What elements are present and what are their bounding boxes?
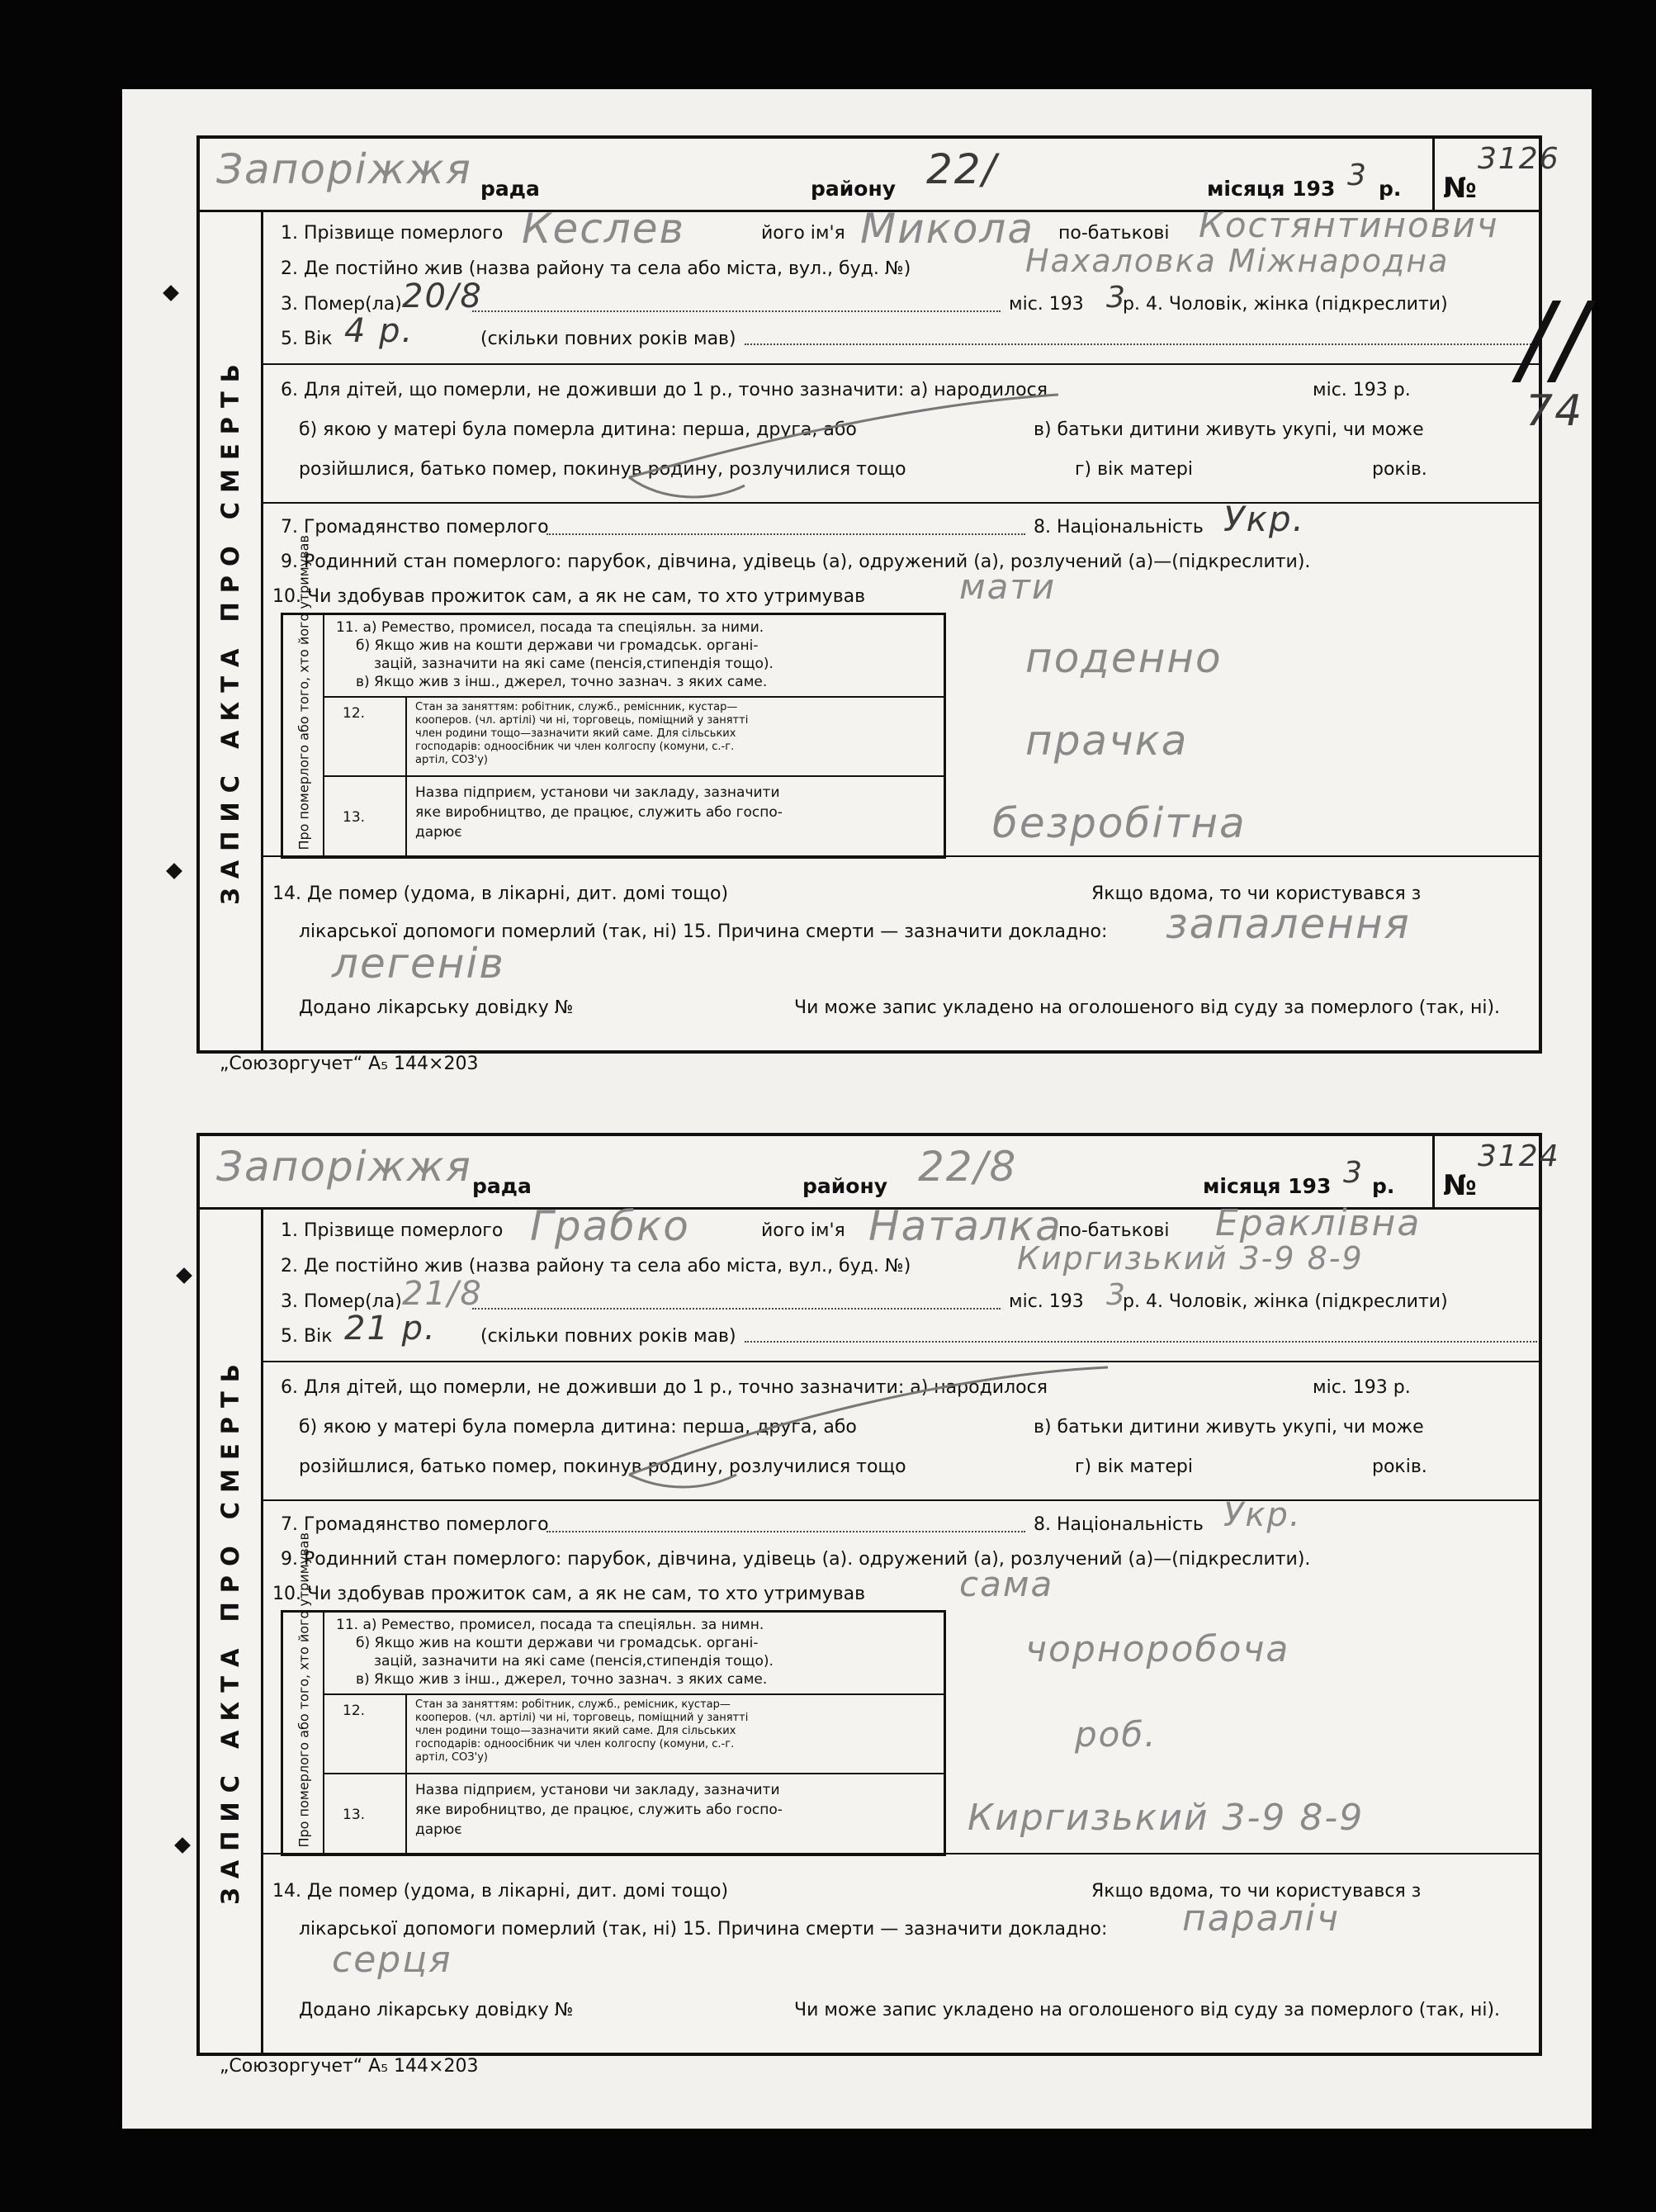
form-2-footer: „Союзоргучет“ А₅ 144×203 <box>220 2056 479 2077</box>
form-1-footer: „Союзоргучет“ А₅ 144×203 <box>220 1054 479 1074</box>
row-12-text-2: кооперов. (чл. артілі) чи ні, торговець, поміщний у занятті <box>415 1712 749 1724</box>
row-9-marital-label: 9. Родинний стан померлого: парубок, дівчина, удівець (а), одружений (а), розлучений (а)—(підкреслити). <box>281 552 1311 572</box>
hw-death-date: 20/8 <box>402 277 483 315</box>
number-sign: № <box>1443 1169 1477 1202</box>
hw-supported-by: сама <box>959 1564 1054 1604</box>
row-16-court-label: Чи може запис укладено на оголошеного від суду за померлого (так, ні). <box>794 997 1501 1018</box>
number-sign: № <box>1443 172 1477 205</box>
side-title: ЗАПИС АКТА ПРО СМЕРТЬ <box>216 1355 244 1905</box>
binding-hole-mark <box>176 1267 192 1284</box>
row-8-nationality-label: 8. Національність <box>1034 1514 1204 1535</box>
row-12-text-3: член родини тощо—зазначити який саме. Для сільських <box>415 1725 736 1737</box>
row-15-cause-label: лікарської допомоги померлий (так, ні) 15. Причина смерти — зазначити докладно: <box>299 921 1108 942</box>
hw-patronymic: Костянтинович <box>1199 205 1499 245</box>
margin-mark: // <box>1519 282 1589 397</box>
handwritten-year: 3 <box>1347 159 1368 192</box>
row-1-name-label: його ім'я <box>761 223 845 244</box>
row-1-name-label: його ім'я <box>761 1220 845 1241</box>
hw-surname: Кеслев <box>522 205 685 253</box>
row-6b-label: б) якою у матері була померла дитина: перша, друга, або <box>299 1417 857 1438</box>
side-title: ЗАПИС АКТА ПРО СМЕРТЬ <box>216 355 244 905</box>
raion-label: району <box>802 1174 888 1198</box>
section-divider <box>261 363 1539 365</box>
row-16-certificate-label: Додано лікарську довідку № <box>299 997 574 1018</box>
handwritten-record-number: 3124 <box>1478 1139 1560 1173</box>
binding-hole-mark <box>166 863 182 879</box>
row-6b-end: в) батьки дитини живуть укупі, чи може <box>1034 1417 1424 1438</box>
rada-label: рада <box>472 1174 532 1198</box>
row-13-number: 13. <box>343 809 366 826</box>
handwritten-raion: 22/ <box>926 145 998 193</box>
month-label: місяця 193 <box>1203 1174 1332 1198</box>
row-6c-end: г) вік матері <box>1075 459 1193 480</box>
fill-line <box>546 533 1025 535</box>
rada-label: рада <box>480 177 540 201</box>
divider <box>323 1773 944 1774</box>
row-16-court-label: Чи може запис укладено на оголошеного від суду за померлого (так, ні). <box>794 2000 1501 2020</box>
row-6a-end: міс. 193 р. <box>1313 1377 1411 1398</box>
row-6a-label: 6. Для дітей, що померли, не доживши до 1 р., точно зазначити: а) народилося <box>281 1377 1048 1398</box>
row-3-month-label: міс. 193 <box>1009 1291 1084 1312</box>
hw-occupation-12: прачка <box>1025 717 1189 765</box>
occupation-side-note: Про померлого або того, хто його утримував <box>296 1532 312 1848</box>
binding-hole-mark <box>163 285 179 301</box>
section-divider <box>261 1853 1539 1854</box>
form-header <box>200 1136 1560 1210</box>
row-3-month-label: міс. 193 <box>1009 294 1084 315</box>
handwritten-raion: 22/8 <box>918 1143 1018 1191</box>
hw-cause: параліч <box>1182 1897 1340 1940</box>
row-12-text-5: артіл, СОЗ'у) <box>415 754 488 766</box>
hw-patronymic: Ераклівна <box>1215 1202 1422 1244</box>
hw-cause-2: серця <box>332 1939 452 1981</box>
row-1-patronymic-label: по-батькові <box>1058 223 1170 244</box>
row-11b-1: б) Якщо жив на кошти держави чи громадськ. органі- <box>356 637 759 654</box>
hw-name: Наталка <box>868 1202 1062 1250</box>
handwritten-record-number: 3126 <box>1478 142 1560 176</box>
month-label: місяця 193 <box>1207 177 1336 201</box>
row-7-citizenship-label: 7. Громадянство померлого <box>281 1514 549 1535</box>
row-10-support-label: 10. Чи здобував прожиток сам, а як не сам, то хто утримував <box>272 1584 866 1604</box>
row-13-text-3: дарює <box>415 1821 462 1838</box>
row-6a-label: 6. Для дітей, що померли, не доживши до 1 р., точно зазначити: а) народилося <box>281 380 1048 400</box>
archive-sheet <box>122 89 1592 2129</box>
row-16-certificate-label: Додано лікарську довідку № <box>299 2000 574 2020</box>
section-divider <box>261 1499 1539 1501</box>
record-number-box <box>1432 1136 1560 1207</box>
record-number-box <box>1432 139 1560 210</box>
row-12-text-3: член родини тощо—зазначити який саме. Для сільських <box>415 727 736 740</box>
hw-death-date: 21/8 <box>402 1275 483 1313</box>
row-13-text-1: Назва підприєм, установи чи закладу, зазначити <box>415 1782 780 1798</box>
row-15-cause-label: лікарської допомоги померлий (так, ні) 15. Причина смерти — зазначити докладно: <box>299 1919 1108 1940</box>
handwritten-rada: Запоріжжя <box>216 145 472 193</box>
row-12-text-4: господарів: одноосібник чи член колгоспу (комуни, с.-г. <box>415 741 735 753</box>
row-3-died-label: 3. Помер(ла) <box>281 294 402 315</box>
hw-age: 4 р. <box>344 312 414 350</box>
hw-death-year: 3 <box>1106 281 1127 315</box>
row-13-text-2: яке виробництво, де працює, служить або госпо- <box>415 804 783 821</box>
row-6c-tail: років. <box>1372 1457 1427 1477</box>
row-4-sex-label: р. 4. Чоловік, жінка (підкреслити) <box>1123 1291 1448 1312</box>
raion-label: району <box>811 177 897 201</box>
hw-address: Нахаловка Міжнародна <box>1025 243 1450 279</box>
hw-surname: Грабко <box>530 1202 690 1250</box>
row-6c-label: розійшлися, батько помер, покинув родину, розлучилися тощо <box>299 459 906 480</box>
hw-death-year: 3 <box>1106 1278 1127 1312</box>
row-5-age-label: 5. Вік <box>281 1326 333 1347</box>
row-14-home-label: Якщо вдома, то чи користувався з <box>1091 883 1422 904</box>
row-3-died-label: 3. Помер(ла) <box>281 1291 402 1312</box>
hw-nationality: Укр. <box>1223 1496 1302 1534</box>
fill-line <box>546 1531 1025 1532</box>
handwritten-rada: Запоріжжя <box>216 1143 472 1191</box>
hw-occupation-11: поденно <box>1025 634 1223 682</box>
hw-occupation-13: Киргизький 3-9 8-9 <box>968 1797 1365 1839</box>
row-5-age-hint: (скільки повних років мав) <box>480 329 736 349</box>
row-11a: 11. а) Ремество, промисел, посада та спеціяльн. за нимн. <box>336 1617 764 1633</box>
row-11c: в) Якщо жив з інш., джерел, точно зазнач. з яких саме. <box>356 1671 768 1688</box>
binding-hole-mark <box>174 1837 191 1854</box>
month-suffix: р. <box>1372 1174 1395 1198</box>
row-6b-label: б) якою у матері була померла дитина: перша, друга, або <box>299 419 857 440</box>
row-13-text-1: Назва підприєм, установи чи закладу, зазначити <box>415 784 780 801</box>
occupation-side <box>283 535 324 856</box>
row-6b-end: в) батьки дитини живуть укупі, чи може <box>1034 419 1424 440</box>
section-divider <box>261 855 1539 857</box>
row-14-home-label: Якщо вдома, то чи користувався з <box>1091 1881 1422 1902</box>
row-13-text-3: дарює <box>415 824 462 841</box>
row-6c-label: розійшлися, батько помер, покинув родину, розлучилися тощо <box>299 1457 906 1477</box>
row-7-citizenship-label: 7. Громадянство померлого <box>281 517 549 538</box>
form-header <box>200 139 1560 212</box>
row-2-address-label: 2. Де постійно жив (назва району та села або міста, вул., буд. №) <box>281 1256 911 1277</box>
occupation-side <box>283 1532 324 1854</box>
row-11c: в) Якщо жив з інш., джерел, точно зазнач. з яких саме. <box>356 674 768 690</box>
fill-line <box>472 310 1001 312</box>
cross-out-stroke <box>613 1351 1124 1499</box>
divider <box>405 1693 407 1773</box>
row-6a-end: міс. 193 р. <box>1313 380 1411 400</box>
hw-occupation-13: безробітна <box>992 799 1247 847</box>
hw-nationality: Укр. <box>1223 499 1305 539</box>
divider <box>405 696 407 775</box>
row-5-age-label: 5. Вік <box>281 329 333 349</box>
row-1-surname-label: 1. Прізвище померлого <box>281 223 504 244</box>
row-12-text-2: кооперов. (чл. артілі) чи ні, торговець, поміщний у занятті <box>415 714 749 727</box>
divider <box>323 775 944 777</box>
row-14-place-label: 14. Де помер (удома, в лікарні, дит. домі тощо) <box>272 1881 729 1902</box>
row-5-age-hint: (скільки повних років мав) <box>480 1326 736 1347</box>
row-11a: 11. а) Ремество, промисел, посада та спеціяльн. за ними. <box>336 619 764 636</box>
row-1-patronymic-label: по-батькові <box>1058 1220 1170 1241</box>
side-title-column <box>200 1207 263 2053</box>
death-record-form-2 <box>196 1133 1560 2056</box>
row-12-text-1: Стан за заняттям: робітник, служб., реміснник, кустар— <box>415 701 738 713</box>
hw-occupation-11: чорноробоча <box>1025 1628 1290 1670</box>
row-11b-2: зацій, зазначити на які саме (пенсія,стипендія тощо). <box>374 656 774 672</box>
hw-cause: запалення <box>1166 900 1411 948</box>
hw-occupation-12: роб. <box>1075 1714 1157 1755</box>
hw-name: Микола <box>860 205 1035 253</box>
fill-line <box>745 343 1537 345</box>
occupation-side-note: Про померлого або того, хто його утримував <box>296 535 312 850</box>
row-1-surname-label: 1. Прізвище померлого <box>281 1220 504 1241</box>
divider <box>323 696 944 698</box>
hw-cause-2: легенів <box>332 940 505 988</box>
fill-line <box>745 1341 1537 1343</box>
row-14-place-label: 14. Де помер (удома, в лікарні, дит. домі тощо) <box>272 883 729 904</box>
row-10-support-label: 10. Чи здобував прожиток сам, а як не сам, то хто утримував <box>272 586 866 607</box>
row-11b-2: зацій, зазначити на які саме (пенсія,стипендія тощо). <box>374 1653 774 1670</box>
row-9-marital-label: 9. Родинний стан померлого: парубок, дівчина, удівець (а). одружений (а), розлучений (а)—(підкреслити). <box>281 1549 1311 1570</box>
cross-out-stroke <box>613 386 1075 510</box>
row-12-text-1: Стан за заняттям: робітник, служб., ремісник, кустар— <box>415 1698 731 1711</box>
divider <box>323 1693 944 1695</box>
row-4-sex-label: р. 4. Чоловік, жінка (підкреслити) <box>1123 294 1448 315</box>
month-suffix: р. <box>1379 177 1402 201</box>
row-12-text-4: господарів: одноосібник чи член колгоспу (комуни, с.-г. <box>415 1738 735 1750</box>
divider <box>405 775 407 856</box>
row-6c-end: г) вік матері <box>1075 1457 1193 1477</box>
row-2-address-label: 2. Де постійно жив (назва району та села або міста, вул., буд. №) <box>281 258 911 279</box>
side-title-column <box>200 210 263 1050</box>
row-12-text-5: артіл, СОЗ'у) <box>415 1751 488 1764</box>
hw-age: 21 р. <box>344 1310 437 1348</box>
fill-line <box>472 1308 1001 1310</box>
row-12-number: 12. <box>343 705 366 722</box>
hw-margin-number: 74 <box>1526 386 1584 436</box>
divider <box>405 1773 407 1854</box>
hw-address: Киргизький 3-9 8-9 <box>1017 1240 1364 1277</box>
row-12-number: 12. <box>343 1703 366 1719</box>
handwritten-year: 3 <box>1343 1156 1364 1190</box>
section-divider <box>261 502 1539 504</box>
row-8-nationality-label: 8. Національність <box>1034 517 1204 538</box>
row-13-number: 13. <box>343 1807 366 1823</box>
row-11b-1: б) Якщо жив на кошти держави чи громадськ. органі- <box>356 1635 759 1651</box>
row-13-text-2: яке виробництво, де працює, служить або госпо- <box>415 1802 783 1818</box>
row-6c-tail: років. <box>1372 459 1427 480</box>
hw-supported-by: мати <box>959 566 1057 607</box>
